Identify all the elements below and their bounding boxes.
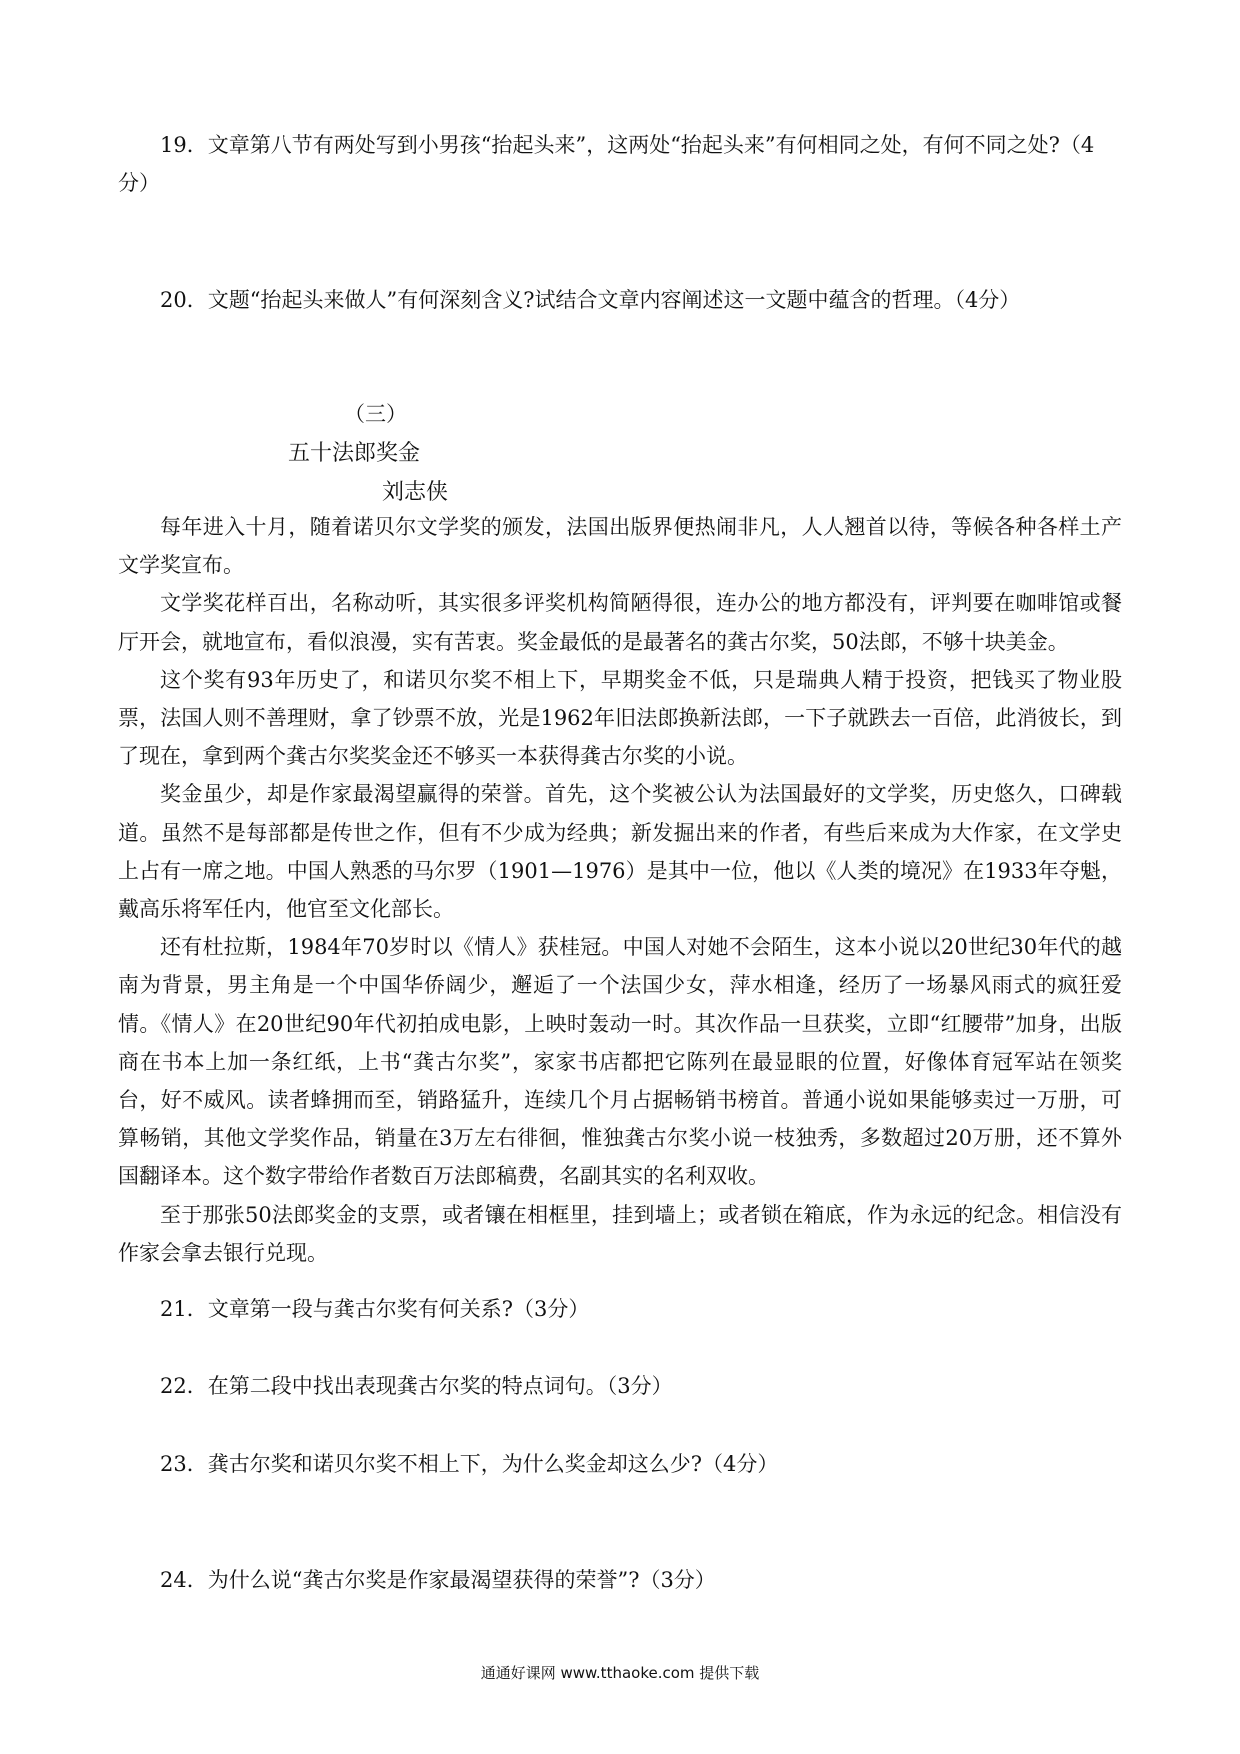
article-title: 五十法郎奖金 — [288, 441, 421, 466]
question-22: 22．在第二段中找出表现龚古尔奖的特点词句。（3分） — [160, 1374, 673, 1398]
question-19: 19．文章第八节有两处写到小男孩“抬起头来”，这两处“抬起头来”有何相同之处，有何不同之处?（4分） — [118, 133, 1095, 195]
article-paragraph: 每年进入十月，随着诺贝尔文学奖的颁发，法国出版界便热闹非凡，人人翘首以待，等候各种各样土产文学奖宣布。 — [118, 515, 1122, 578]
question-21: 21．文章第一段与龚古尔奖有何关系?（3分） — [160, 1297, 590, 1321]
article-paragraph: 这个奖有93年历史了，和诺贝尔奖不相上下，早期奖金不低，只是瑞典人精于投资，把钱买了物业股票，法国人则不善理财，拿了钞票不放，光是1962年旧法郎换新法郎，一下子就跌去一百倍，此消彼长，到了现在，拿到两个龚古尔奖奖金还不够买一本获得龚古尔奖的小说。 — [118, 667, 1122, 769]
article-paragraph: 至于那张50法郎奖金的支票，或者镶在相框里，挂到墙上；或者锁在箱底，作为永远的纪念。相信没有作家会拿去银行兑现。 — [118, 1202, 1122, 1265]
article-author: 刘志侠 — [382, 480, 449, 505]
question-24: 24．为什么说“龚古尔奖是作家最渴望获得的荣誉”?（3分） — [160, 1568, 716, 1592]
article-paragraph: 还有杜拉斯，1984年70岁时以《情人》获桂冠。中国人对她不会陌生，这本小说以20世纪30年代的越南为背景，男主角是一个中国华侨阔少，邂逅了一个法国少女，萍水相逢，经历了一场暴风雨式的疯狂爱情。《情人》在20世纪90年代初拍成电影，上映时轰动一时。其次作品一旦获奖，立即“红腰带”加身，出版商在书本上加一条红纸，上书“龚古尔奖”，家家书店都把它陈列在最显眼的位置，好像体育冠军站在领奖台，好不威风。读者蜂拥而至，销路猛升，连续几个月占据畅销书榜首。普通小说如果能够卖过一万册，可算畅销，其他文学奖作品，销量在3万左右徘徊，惟独龚古尔奖小说一枝独秀，多数超过20万册，还不算外国翻译本。这个数字带给作者数百万法郎稿费，名副其实的名利双收。 — [118, 935, 1122, 1189]
article-paragraph: 奖金虽少，却是作家最渴望赢得的荣誉。首先，这个奖被公认为法国最好的文学奖，历史悠久，口碑载道。虽然不是每部都是传世之作，但有不少成为经典；新发掘出来的作者，有些后来成为大作家，在文学史上占有一席之地。中国人熟悉的马尔罗（1901—1976）是其中一位，他以《人类的境况》在1933年夺魁，戴高乐将军任内，他官至文化部长。 — [118, 782, 1122, 922]
question-23: 23．龚古尔奖和诺贝尔奖不相上下，为什么奖金却这么少?（4分） — [160, 1452, 779, 1476]
section-number: （三） — [344, 402, 407, 426]
article-body — [118, 508, 1122, 1272]
footer-credit: 通通好课网 www.tthaoke.com 提供下载 — [480, 1664, 760, 1682]
question-20: 20．文题“抬起头来做人”有何深刻含义?试结合文章内容阐述这一文题中蕴含的哲理。（4分） — [160, 288, 1021, 312]
article-paragraph: 文学奖花样百出，名称动听，其实很多评奖机构简陋得很，连办公的地方都没有，评判要在咖啡馆或餐厅开会，就地宣布，看似浪漫，实有苦衷。奖金最低的是最著名的龚古尔奖，50法郎，不够十块美金。 — [118, 591, 1122, 654]
